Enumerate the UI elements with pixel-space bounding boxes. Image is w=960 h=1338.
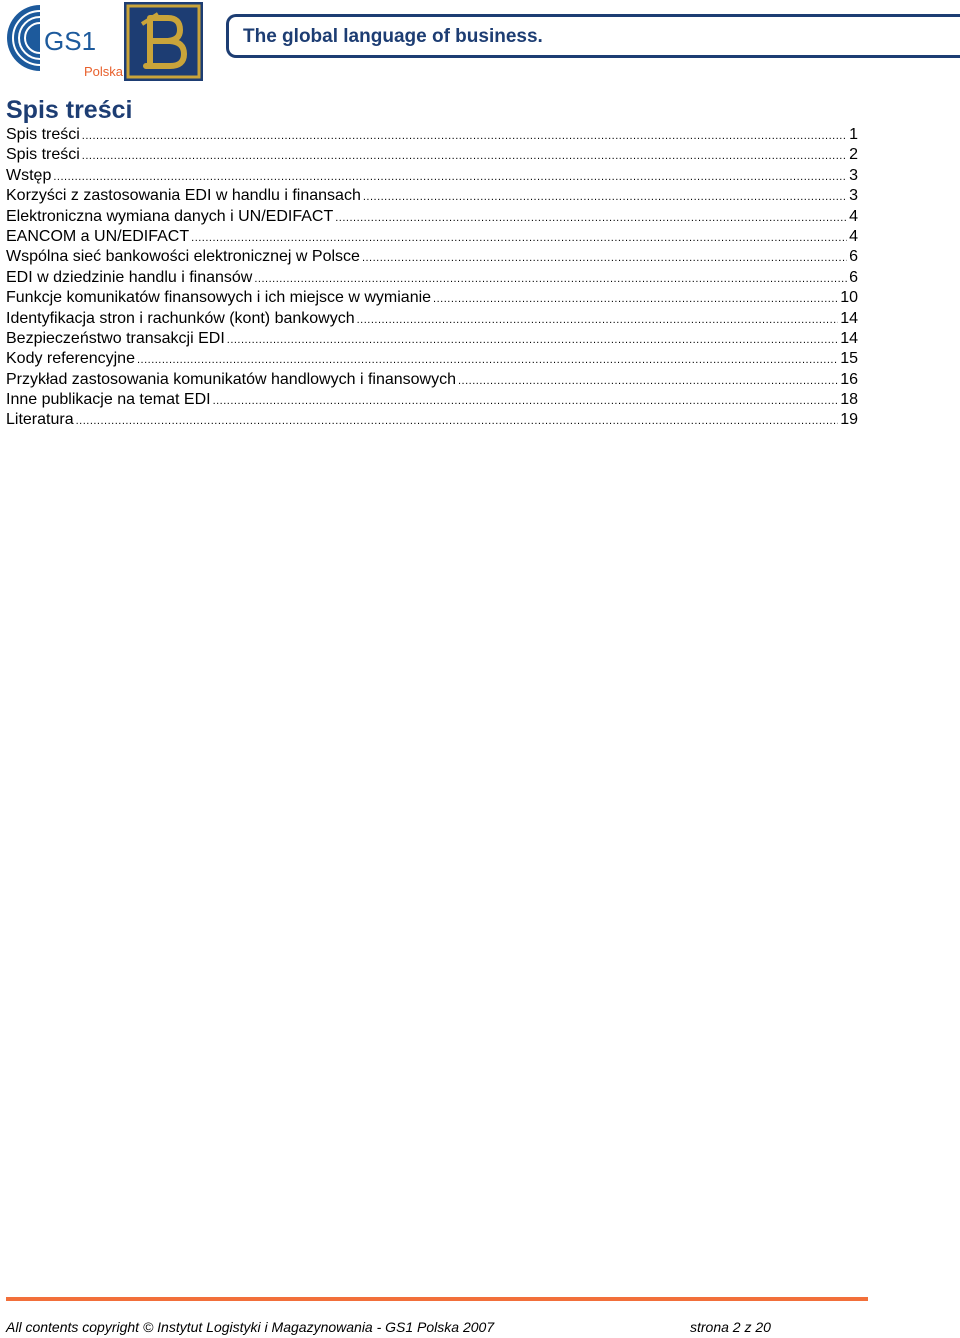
dot-leader [357,310,839,330]
toc-entry-label: Funkcje komunikatów finansowych i ich miejsce w wymianie [6,289,432,307]
toc-entry[interactable] [6,166,858,186]
toc-entry[interactable] [6,247,858,267]
toc-entry[interactable] [6,268,858,288]
tagline-banner [226,14,960,58]
toc-entry[interactable] [6,370,858,390]
toc-entry-page: 14 [840,329,858,347]
dot-leader [254,269,847,289]
dot-leader [362,248,847,268]
toc-entry[interactable] [6,145,858,165]
toc-entry[interactable] [6,227,858,247]
toc-entry-label: Wspólna sieć bankowości elektronicznej w Polsce [6,248,360,266]
toc-entry-label: Identyfikacja stron i rachunków (kont) bankowych [6,309,355,327]
toc-entry[interactable] [6,288,858,308]
gs1-polska-logo [4,2,122,82]
toc-entry[interactable] [6,207,858,227]
bank-emblem-logo [124,2,203,81]
toc-entry-page: 3 [849,166,858,184]
toc-entry-label: Korzyści z zastosowania EDI w handlu i finansach [6,187,361,205]
dot-leader [227,330,838,350]
dot-leader [137,350,838,370]
dot-leader [76,411,839,431]
toc-entry-page: 6 [849,248,858,266]
toc-entry-label: Literatura [6,411,74,429]
footer-copyright: All contents copyright © Instytut Logistyki i Magazynowania - GS1 Polska 2007 [6,1319,495,1335]
toc-entry-page: 6 [849,268,858,286]
toc-entry-page: 2 [849,146,858,164]
dot-leader [363,187,847,207]
toc-entry-page: 16 [840,370,858,388]
dot-leader [53,167,847,187]
toc-entry-label: Inne publikacje na temat EDI [6,391,211,409]
toc-entry[interactable] [6,309,858,329]
toc-entry-page: 18 [840,391,858,409]
toc-entry-label: Elektroniczna wymiana danych i UN/EDIFACT [6,207,334,225]
table-of-contents [6,125,858,431]
toc-entry-label: Bezpieczeństwo transakcji EDI [6,329,225,347]
page-header [0,0,960,88]
dot-leader [213,391,839,411]
toc-entry-label: Spis treści [6,146,80,164]
footer-divider [6,1297,868,1301]
dot-leader [335,208,847,228]
gs1-logo-subtitle: Polska [84,64,124,79]
toc-entry[interactable] [6,186,858,206]
toc-entry[interactable] [6,329,858,349]
toc-entry[interactable] [6,410,858,430]
toc-entry-label: EANCOM a UN/EDIFACT [6,227,190,245]
toc-entry-label: Kody referencyjne [6,350,135,368]
dot-leader [82,126,847,146]
toc-entry-page: 1 [849,126,858,143]
toc-entry-label: EDI w dziedzinie handlu i finansów [6,268,253,286]
toc-entry-page: 14 [840,309,858,327]
toc-entry-label: Wstęp [6,166,52,184]
page-title: Spis treści [6,96,133,124]
footer-page-number: strona 2 z 20 [690,1319,771,1335]
toc-entry[interactable] [6,390,858,410]
toc-entry[interactable] [6,125,858,145]
gs1-logo-text: GS1 [44,26,97,56]
toc-entry-page: 19 [840,411,858,429]
dot-leader [191,228,847,248]
toc-entry-label: Przykład zastosowania komunikatów handlowych i finansowych [6,370,456,388]
toc-entry-label: Spis treści [6,126,80,143]
toc-entry-page: 4 [849,207,858,225]
toc-entry-page: 10 [840,289,858,307]
toc-entry-page: 15 [840,350,858,368]
tagline-text: The global language of business. [243,26,543,47]
toc-entry[interactable] [6,349,858,369]
dot-leader [82,146,847,166]
toc-entry-page: 3 [849,187,858,205]
dot-leader [433,289,838,309]
toc-entry-page: 4 [849,227,858,245]
dot-leader [458,371,838,391]
